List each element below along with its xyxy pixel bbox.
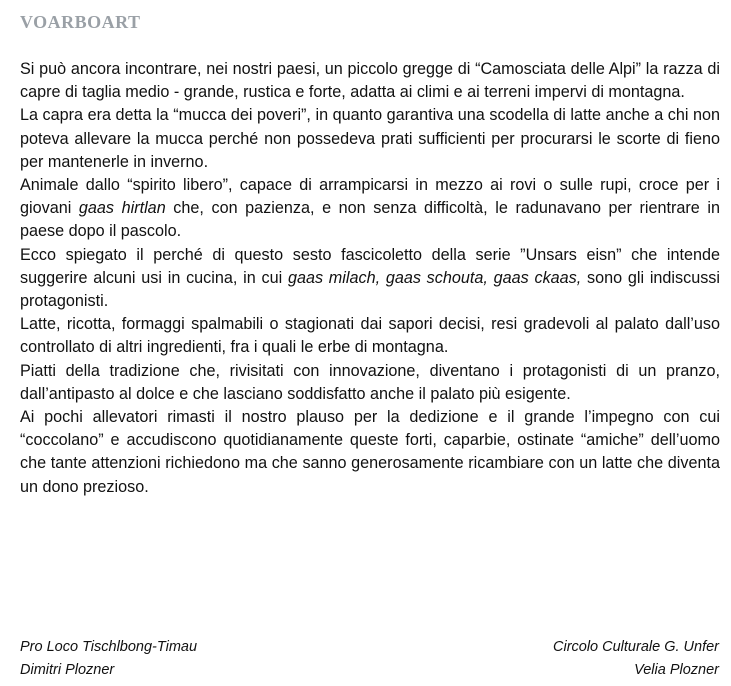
paragraph <box>20 104 720 174</box>
text-run: che, con pazienza, e non senza difficoltà, le radunavano per rientrare in paese dopo il pascolo. <box>20 199 720 241</box>
italic-term: gaas hirtlan <box>78 199 166 218</box>
paragraph <box>20 406 720 499</box>
paragraph <box>20 244 720 314</box>
text-run: Ai pochi allevatori rimasti il nostro plauso per la dedizione e il grande l’impegno con cui “coccolano” e accudiscono quotidianamente queste forti, caparbie, ostinate “amiche” dell’uomo che tante attenzioni richiedono ma che sanno generosamente ricambiare con un latte che diventa un dono prezioso. <box>20 408 720 496</box>
signature-left-org: Pro Loco Tischlbong-Timau <box>20 639 198 655</box>
signature-left-name: Dimitri Plozner <box>20 662 115 678</box>
text-run: Si può ancora incontrare, nei nostri paesi, un piccolo gregge di “Camosciata delle Alpi” la razza di capre di taglia medio - grande, rustica e forte, adatta ai climi e ai terreni impervi di montagna. <box>20 60 720 102</box>
signature-right-org: Circolo Culturale G. Unfer <box>553 639 719 655</box>
signature-right <box>553 636 719 682</box>
body-text <box>20 58 720 499</box>
signature-left <box>20 636 197 682</box>
page-heading: VOARBOART <box>20 12 141 32</box>
signature-right-name: Velia Plozner <box>634 662 719 678</box>
paragraph <box>20 174 720 244</box>
text-run: Ecco spiegato il perché di questo sesto fascicoletto della serie ”Unsars eisn” che intende suggerire alcuni usi in cucina, in cui <box>20 245 720 287</box>
italic-term: gaas milach, gaas schouta, gaas ckaas, <box>287 268 582 287</box>
text-run: Animale dallo “spirito libero”, capace di arrampicarsi in mezzo ai rovi o sulle rupi, croce per i giovani <box>20 176 720 218</box>
paragraph <box>20 360 720 406</box>
paragraph <box>20 58 720 104</box>
paragraph <box>20 313 720 359</box>
text-run: La capra era detta la “mucca dei poveri”, in quanto garantiva una scodella di latte anche a chi non poteva allevare la mucca perché non possedeva prati sufficienti per procurarsi le scorte di fieno per mantenerle in inverno. <box>20 106 720 171</box>
text-run: sono gli indiscussi protagonisti. <box>20 268 720 311</box>
text-run: Latte, ricotta, formaggi spalmabili o stagionati dai sapori decisi, resi gradevoli al palato dall’uso controllato di altri ingredienti, fra i quali le erbe di montagna. <box>20 315 720 357</box>
text-run: Piatti della tradizione che, rivisitati con innovazione, diventano i protagonisti di un pranzo, dall’antipasto al dolce e che lasciano soddisfatto anche il palato più esigente. <box>20 361 720 403</box>
